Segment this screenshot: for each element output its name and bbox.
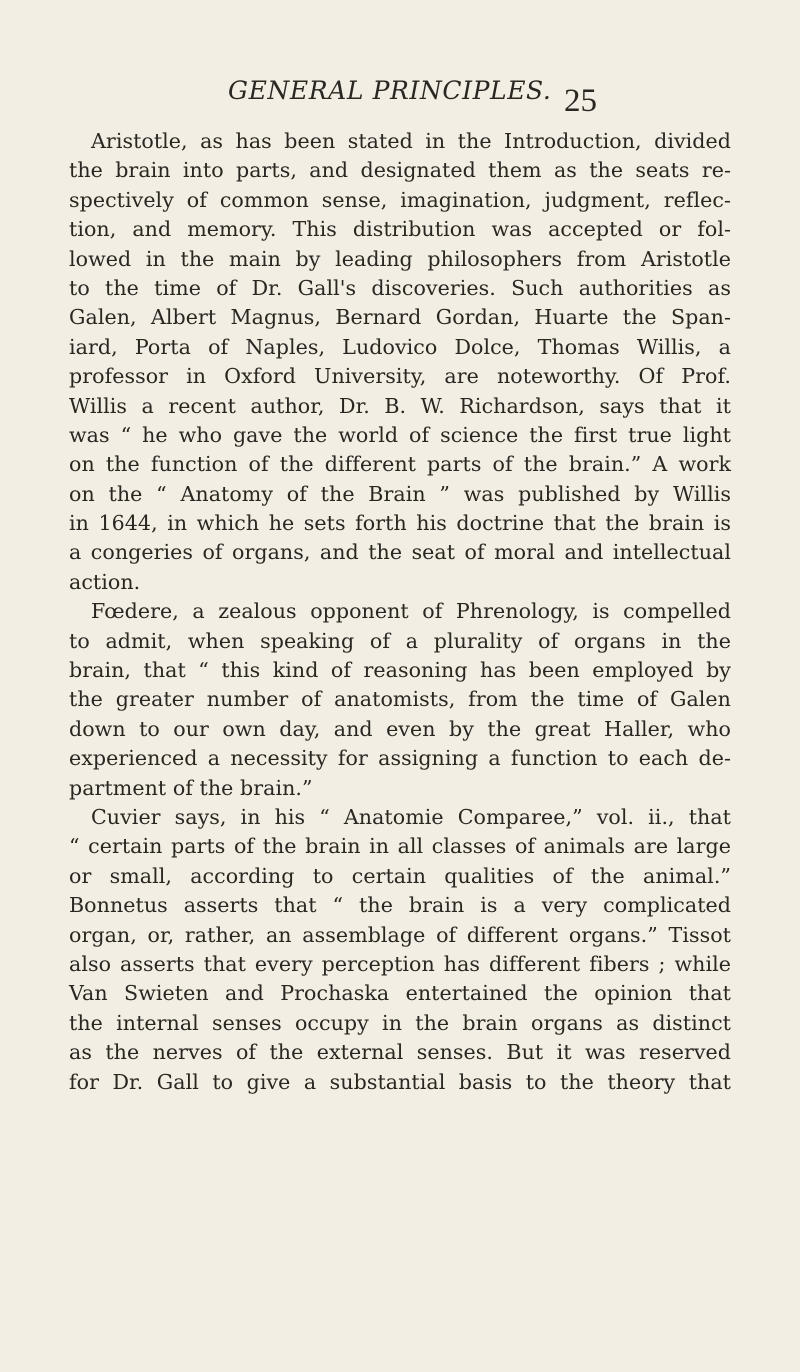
text-line: to admit, when speaking of a plurality of organs in the	[69, 628, 731, 653]
text-line: Bonnetus asserts that “ the brain is a very complicated	[69, 893, 731, 918]
body-text	[69, 127, 731, 1097]
text-line: the internal senses occupy in the brain organs as distinct	[69, 1010, 731, 1035]
text-line: action.	[69, 569, 141, 594]
text-line: on the “ Anatomy of the Brain ” was published by Willis	[69, 481, 731, 506]
text-line: the brain into parts, and designated them as the seats re-	[69, 158, 731, 183]
text-line: “ certain parts of the brain in all classes of animals are large	[69, 834, 731, 859]
text-line: as the nerves of the external senses. But it was reserved	[69, 1040, 731, 1065]
text-line: down to our own day, and even by the great Haller, who	[69, 716, 731, 741]
text-line: iard, Porta of Naples, Ludovico Dolce, Thomas Willis, a	[69, 334, 731, 359]
text-line: brain, that “ this kind of reasoning has been employed by	[69, 658, 731, 683]
text-line: organ, or, rather, an assemblage of different organs.” Tissot	[69, 922, 731, 947]
text-line: Galen, Albert Magnus, Bernard Gordan, Huarte the Span-	[69, 305, 731, 330]
page-number: 25	[564, 83, 597, 119]
text-line: for Dr. Gall to give a substantial basis to the theory that	[69, 1069, 731, 1094]
text-line: on the function of the different parts of the brain.” A work	[69, 452, 731, 477]
text-line: experienced a necessity for assigning a function to each de-	[69, 746, 731, 771]
text-line: professor in Oxford University, are noteworthy. Of Prof.	[69, 364, 731, 389]
text-line: Fœdere, a zealous opponent of Phrenology, is compelled	[91, 599, 731, 624]
text-line: Willis a recent author, Dr. B. W. Richardson, says that it	[69, 393, 731, 418]
text-line: in 1644, in which he sets forth his doctrine that the brain is	[69, 511, 731, 536]
text-line: the greater number of anatomists, from the time of Galen	[69, 687, 731, 712]
text-line: to the time of Dr. Gall's discoveries. Such authorities as	[69, 275, 731, 300]
running-title: GENERAL PRINCIPLES.	[228, 76, 552, 105]
text-line: a congeries of organs, and the seat of moral and intellectual	[69, 540, 731, 565]
text-line: lowed in the main by leading philosophers from Aristotle	[69, 246, 731, 271]
text-line: Aristotle, as has been stated in the Introduction, divided	[91, 129, 731, 153]
text-line: was “ he who gave the world of science the first true light	[69, 422, 731, 447]
text-line: also asserts that every perception has different fibers ; while	[69, 951, 731, 976]
text-line: partment of the brain.”	[69, 775, 313, 800]
text-line: Van Swieten and Prochaska entertained the opinion that	[69, 981, 731, 1006]
text-line: Cuvier says, in his “ Anatomie Comparee,” vol. ii., that	[91, 804, 731, 829]
text-line: spectively of common sense, imagination, judgment, reflec-	[69, 187, 731, 212]
text-line: tion, and memory. This distribution was accepted or fol-	[69, 217, 731, 242]
text-line: or small, according to certain qualities of the animal.”	[69, 863, 731, 888]
